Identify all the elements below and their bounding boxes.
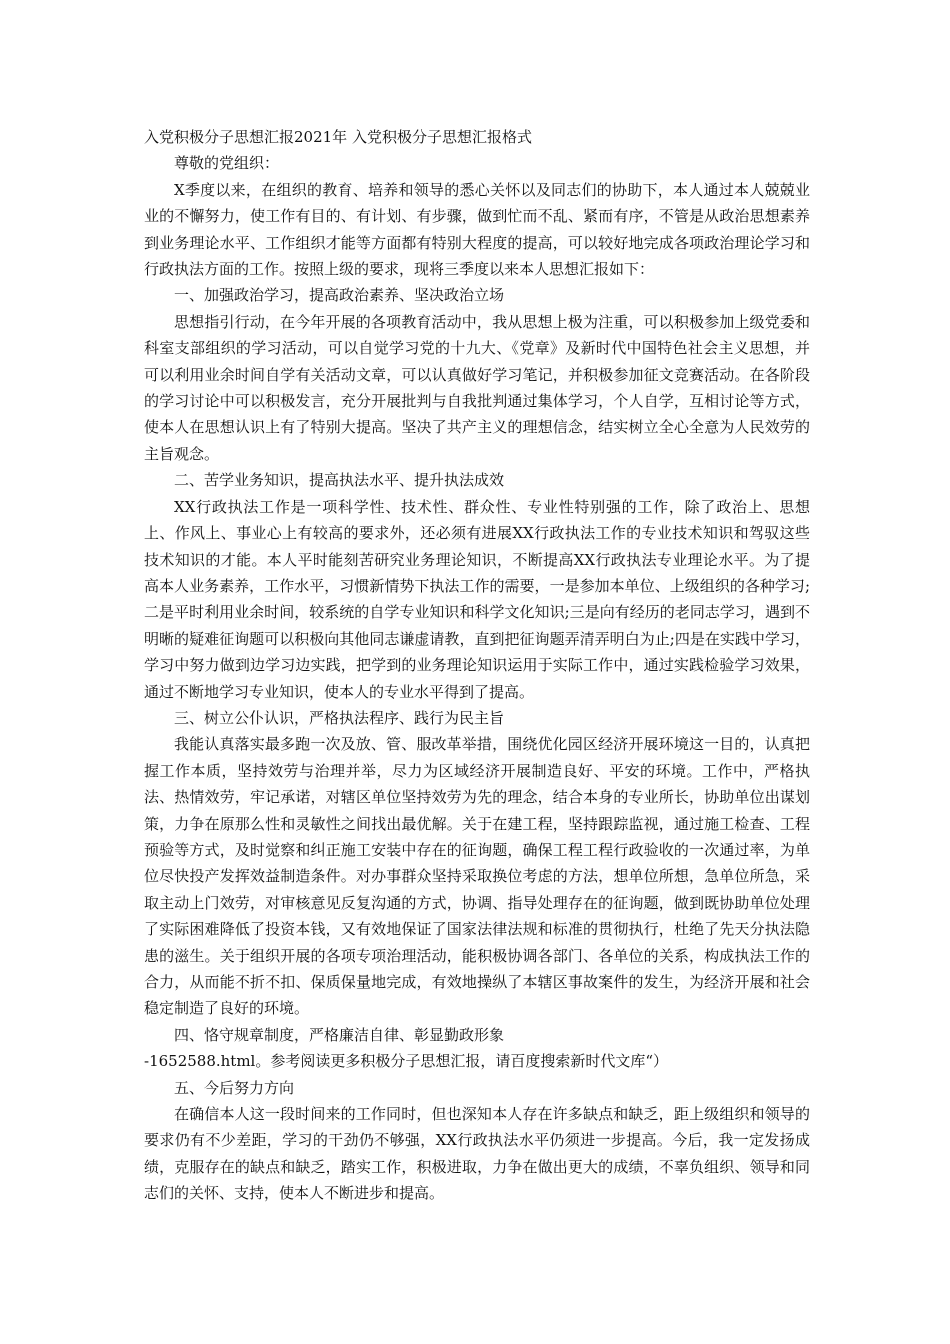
section-paragraph-3: 我能认真落实最多跑一次及放、管、服改革举措，围绕优化园区经济开展环境这一目的，认真把握工作本质，坚持效劳与治理并举，尽力为区域经济开展制造良好、平安的环境。工作中，严格执法、热情效劳，牢记承诺，对辖区单位坚持效劳为先的理念，结合本身的专业所长，协助单位出谋划策，力争在原那么性和灵敏性之间找出最优解。关于在建工程，坚持跟踪监视，通过施工检查、工程预验等方式，及时觉察和纠正施工安装中存在的征询题，确保工程工程行政验收的一次通过率，为单位尽快投产发挥效益制造条件。对办事群众坚持采取换位考虑的方法，想单位所想，急单位所急，采取主动上门效劳，对审核意见反复沟通的方式，协调、指导处理存在的征询题，做到既协助单位处理了实际困难降低了投资本钱，又有效地保证了国家法律法规和标准的贯彻执行，杜绝了先天分执法隐患的滋生。关于组织开展的各项专项治理活动，能积极协调各部门、各单位的关系，构成执法工作的合力，从而能不折不扣、保质保量地完成，有效地操纵了本辖区事故案件的发生，为经济开展和社会稳定制造了良好的环境。 <box>144 735 810 1018</box>
section-paragraph-2: XX行政执法工作是一项科学性、技术性、群众性、专业性特别强的工作，除了政治上、思想上、作风上、事业心上有较高的要求外，还必须有进展XX行政执法工作的专业技术知识和驾驭这些技术知识的才能。本人平时能刻苦研究业务理论知识，不断提高XX行政执法专业理论水平。为了提高本人业务素养，工作水平，习惯新情势下执法工作的需要，一是参加本单位、上级组织的各种学习;二是平时利用业余时间，较系统的自学专业知识和科学文化知识;三是向有经历的老同志学习，遇到不明晰的疑难征询题可以积极向其他同志谦虚请教，直到把征询题弄清弄明白为止;四是在实践中学习，学习中努力做到边学习边实践，把学到的业务理论知识运用于实际工作中，通过实践检验学习效果，通过不断地学习专业知识，使本人的专业水平得到了提高。 <box>144 497 810 701</box>
section-heading-2: 二、苦学业务知识，提高执法水平、提升执法成效 <box>174 471 505 490</box>
salutation: 尊敬的党组织： <box>174 154 280 173</box>
document-title: 入党积极分子思想汇报2021年 入党积极分子思想汇报格式 <box>144 128 532 146</box>
intro-paragraph: X季度以来，在组织的教育、培养和领导的悉心关怀以及同志们的协助下，本人通过本人兢兢业业的不懈努力，使工作有目的、有计划、有步骤，做到忙而不乱、紧而有序，不管是从政治思想素养到业务理论水平、工作组织才能等方面都有特别大程度的提高，可以较好地完成各项政治理论学习和行政执法方面的工作。按照上级的要求，现将三季度以来本人思想汇报如下： <box>144 180 810 279</box>
reference-fragment: -1652588.html。参考阅读更多积极分子思想汇报，请百度搜索新时代文库“） <box>144 1052 669 1071</box>
section-heading-3: 三、树立公仆认识，严格执法程序、践行为民主旨 <box>174 708 505 727</box>
section-heading-1: 一、加强政治学习，提高政治素养、坚决政治立场 <box>174 286 505 305</box>
section-paragraph-5: 在确信本人这一段时间来的工作同时，但也深知本人存在许多缺点和缺乏，距上级组织和领导的要求仍有不少差距，学习的干劲仍不够强，XX行政执法水平仍须进一步提高。今后，我一定发扬成绩，克服存在的缺点和缺乏，踏实工作，积极进取，力争在做出更大的成绩，不辜负组织、领导和同志们的关怀、支持，使本人不断进步和提高。 <box>144 1105 810 1203</box>
document-page <box>144 124 810 1207</box>
section-paragraph-1: 思想指引行动，在今年开展的各项教育活动中，我从思想上极为注重，可以积极参加上级党委和科室支部组织的学习活动，可以自觉学习党的十九大、《党章》及新时代中国特色社会主义思想，并可以利用业余时间自学有关活动文章，可以认真做好学习笔记，并积极参加征文竞赛活动。在各阶段的学习讨论中可以积极发言，充分开展批判与自我批判通过集体学习，个人自学，互相讨论等方式，使本人在思想认识上有了特别大提高。坚决了共产主义的理想信念，结实树立全心全意为人民效劳的主旨观念。 <box>144 312 810 463</box>
section-heading-4: 四、恪守规章制度，严格廉洁自律、彰显勤政形象 <box>174 1025 505 1044</box>
section-heading-5: 五、今后努力方向 <box>174 1078 295 1097</box>
